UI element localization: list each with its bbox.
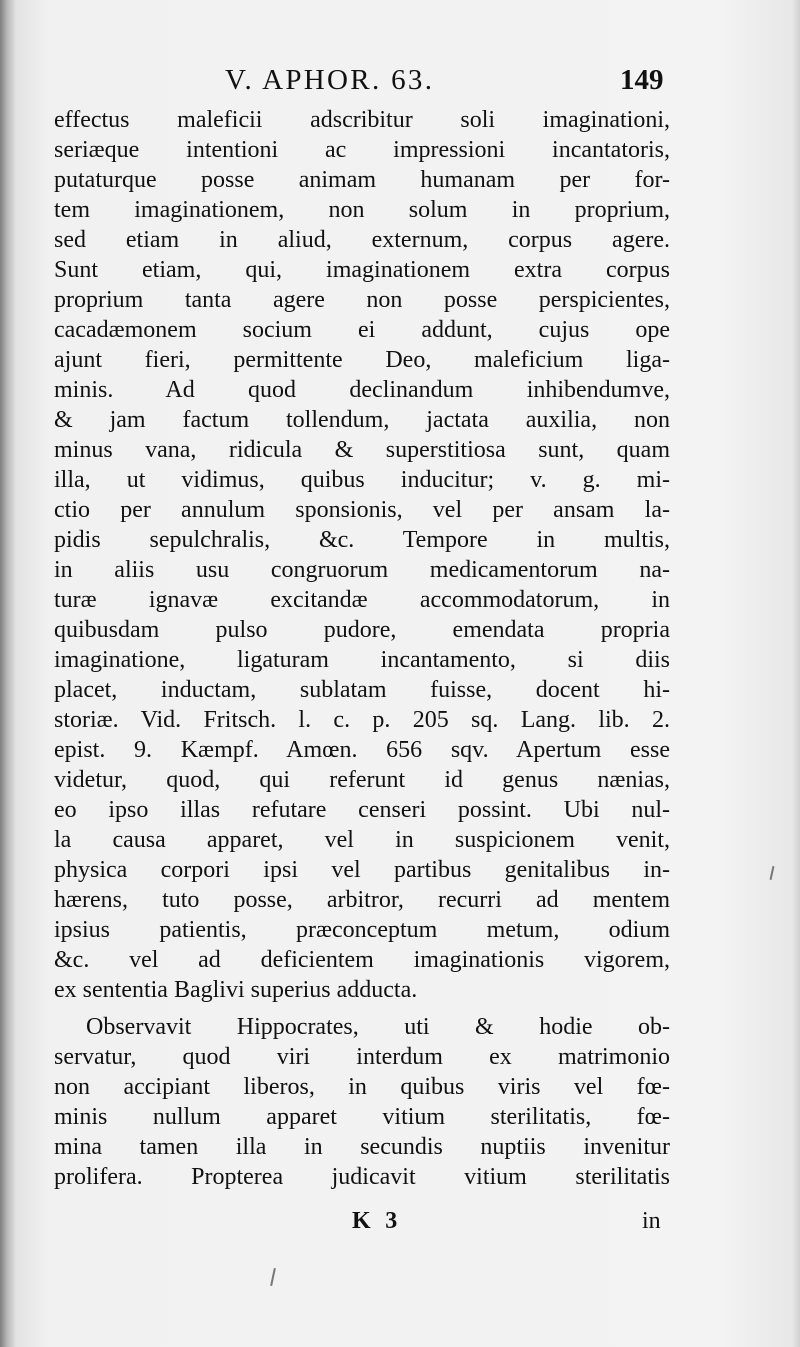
text-line: &c. vel ad deficientem imaginationis vigorem, <box>54 947 670 973</box>
text-line: ex sententia Baglivi superius adducta. <box>54 977 418 1003</box>
page-number: 149 <box>620 64 664 96</box>
text-line: ajunt fieri, permittente Deo, maleficium liga- <box>54 347 670 373</box>
text-line: seriæque intentioni ac impressioni incantatoris, <box>54 137 670 163</box>
page-gutter-shadow <box>0 0 16 1347</box>
paper-speck <box>770 866 775 880</box>
text-line: proprium tanta agere non posse perspicientes, <box>54 287 670 313</box>
text-line: putaturque posse animam humanam per for- <box>54 167 670 193</box>
body-text <box>54 105 670 1192</box>
text-line: minus vana, ridicula & superstitiosa sunt, quam <box>54 437 670 463</box>
paragraph-first-line: Observavit Hippocrates, uti & hodie ob- <box>86 1014 670 1040</box>
text-line: storiæ. Vid. Fritsch. l. c. p. 205 sq. Lang. lib. 2. <box>54 707 670 733</box>
text-line: epist. 9. Kæmpf. Amœn. 656 sqv. Apertum esse <box>54 737 670 763</box>
text-line: effectus maleficii adscribitur soli imaginationi, <box>54 107 670 133</box>
text-line: & jam factum tollendum, jactata auxilia, non <box>54 407 670 433</box>
text-line: quibusdam pulso pudore, emendata propria <box>54 617 670 643</box>
text-line: non accipiant liberos, in quibus viris vel fœ- <box>54 1074 670 1100</box>
text-line: Sunt etiam, qui, imaginationem extra corpus <box>54 257 670 283</box>
text-line: servatur, quod viri interdum ex matrimonio <box>54 1044 670 1070</box>
running-title: V. APHOR. 63. <box>225 64 435 96</box>
text-line: placet, inductam, sublatam fuisse, docent hi- <box>54 677 670 703</box>
text-line: imaginatione, ligaturam incantamento, si diis <box>54 647 670 673</box>
text-line: la causa apparet, vel in suspicionem venit, <box>54 827 670 853</box>
text-line: illa, ut vidimus, quibus inducitur; v. g. mi- <box>54 467 670 493</box>
text-line: mina tamen illa in secundis nuptiis invenitur <box>54 1134 670 1160</box>
catchword: in <box>642 1208 661 1234</box>
text-line: minis. Ad quod declinandum inhibendumve, <box>54 377 670 403</box>
text-line: physica corpori ipsi vel partibus genitalibus in- <box>54 857 670 883</box>
text-line: turæ ignavæ excitandæ accommodatorum, in <box>54 587 670 613</box>
text-line: prolifera. Propterea judicavit vitium sterilitatis <box>54 1164 670 1190</box>
text-line: eo ipso illas refutare censeri possint. Ubi nul- <box>54 797 670 823</box>
text-line: sed etiam in aliud, externum, corpus agere. <box>54 227 670 253</box>
text-line: hærens, tuto posse, arbitror, recurri ad mentem <box>54 887 670 913</box>
page-footer <box>0 1204 800 1238</box>
text-line: videtur, quod, qui referunt id genus nænias, <box>54 767 670 793</box>
text-line: cacadæmonem socium ei addunt, cujus ope <box>54 317 670 343</box>
paper-speck <box>270 1268 276 1286</box>
page-header <box>0 60 800 100</box>
text-line: ipsius patientis, præconceptum metum, odium <box>54 917 670 943</box>
text-line: ctio per annulum sponsionis, vel per ansam la- <box>54 497 670 523</box>
signature-mark: K 3 <box>352 1208 402 1234</box>
page-edge <box>792 0 800 1347</box>
text-line: tem imaginationem, non solum in proprium, <box>54 197 670 223</box>
text-line: pidis sepulchralis, &c. Tempore in multis, <box>54 527 670 553</box>
text-line: in aliis usu congruorum medicamentorum na- <box>54 557 670 583</box>
text-line: minis nullum apparet vitium sterilitatis, fœ- <box>54 1104 670 1130</box>
